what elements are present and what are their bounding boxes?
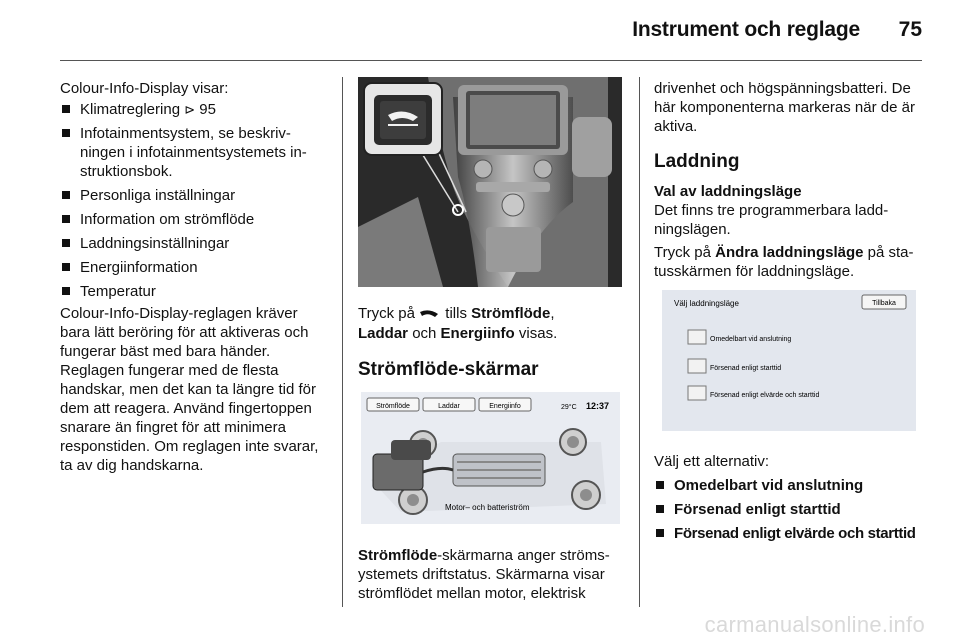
list-item: Information om strömflöde — [60, 210, 328, 229]
power-flow-paragraph: Strömflöde-skärmarna anger strömsystemets driftstatus. Skärmarna visar strömflödet mellan motor, elektrisk — [358, 547, 610, 602]
header-rule — [60, 60, 922, 61]
charge-modes-paragraph: Det finns tre programmerbara laddningslägen. — [654, 202, 889, 238]
screen-time: 12:37 — [586, 401, 610, 411]
cross-reference-arrow-icon: ⊳ — [184, 102, 196, 117]
back-button: Tillbaka — [872, 300, 896, 307]
tab-power-flow: Strömflöde — [376, 403, 410, 410]
column-3 — [654, 79, 922, 281]
charge-option-label: Försenad enligt starttid — [710, 365, 782, 372]
list-item: Personliga inställningar — [60, 186, 328, 205]
column-divider-right — [639, 77, 640, 607]
center-console-photo — [358, 77, 622, 287]
energy-flow-button-icon — [419, 305, 441, 324]
choose-option-section — [654, 452, 922, 548]
power-flow-screen-figure — [361, 392, 620, 524]
column-2 — [358, 304, 624, 379]
tab-charging: Laddar — [438, 403, 460, 410]
cross-reference-page: 95 — [199, 101, 216, 118]
charge-screen-title: Välj laddningsläge — [674, 299, 739, 308]
page-number: 75 — [898, 18, 922, 41]
list-item: Energiinformation — [60, 258, 328, 277]
change-mode-instruction: Tryck på Ändra laddningsläge på statusskärmen för laddningsläge. — [654, 244, 914, 280]
charge-option-label: Försenad enligt elvärde och starttid — [710, 392, 820, 399]
watermark: carmanualsonline.info — [704, 612, 925, 637]
list-item: Försenad enligt starttid — [654, 500, 922, 519]
charge-mode-screen — [662, 290, 916, 431]
list-item: Klimatreglering ⊳ 95 — [60, 100, 328, 119]
charge-mode-screen-figure — [662, 290, 916, 431]
tab-energy-info: Energiinfo — [489, 403, 521, 410]
power-flow-description — [358, 546, 624, 603]
charge-option-label: Omedelbart vid anslutning — [710, 336, 792, 343]
power-flow-caption: Motor– och batteriström — [445, 503, 530, 512]
continuation-paragraph: drivenhet och högspänningsbatteri. De här komponenterna markeras när de är aktiva. — [654, 80, 915, 135]
column-1 — [60, 79, 328, 475]
display-feature-list — [60, 100, 328, 301]
power-flow-diagram — [361, 392, 620, 524]
subheading-charge-mode: Val av laddningsläge — [654, 183, 802, 200]
press-button-instruction: Tryck på tills Strömflöde, Laddar och Energiinfo visas. — [358, 305, 558, 342]
choose-option-text: Välj ett alternativ: — [654, 453, 770, 470]
list-item: Försenad enligt elvärde och starttid — [654, 524, 922, 543]
charge-option-list — [654, 476, 922, 543]
center-console-illustration — [358, 77, 622, 287]
screen-temperature: 29°C — [561, 404, 577, 411]
touch-controls-paragraph: Colour-Info-Display-reglagen kräver bara lätt beröring för att aktiveras och fungerar bäst med bara händer. Reglagen fungerar med de flesta handskar, men det kan ta längre tid för dem att reagera. Använd fingertoppen snarare än fingret för att minimera responstiden. Om reglagen inte svarar, ta av dig handskarna. — [60, 305, 319, 474]
list-item: Omedelbart vid anslutning — [654, 476, 922, 495]
running-header-title: Instrument och reglage — [632, 18, 860, 41]
list-item: Temperatur — [60, 282, 328, 301]
column-divider-left — [342, 77, 343, 607]
list-item: Infotainmentsystem, se beskrivningen i infotainmentsystemets instruktionsbok. — [60, 124, 328, 181]
section-title-charging: Laddning — [654, 151, 740, 172]
section-title-power-flow-screens: Strömflöde-skärmar — [358, 358, 539, 380]
intro-text: Colour-Info-Display visar: — [60, 80, 229, 97]
list-item: Laddningsinställningar — [60, 234, 328, 253]
